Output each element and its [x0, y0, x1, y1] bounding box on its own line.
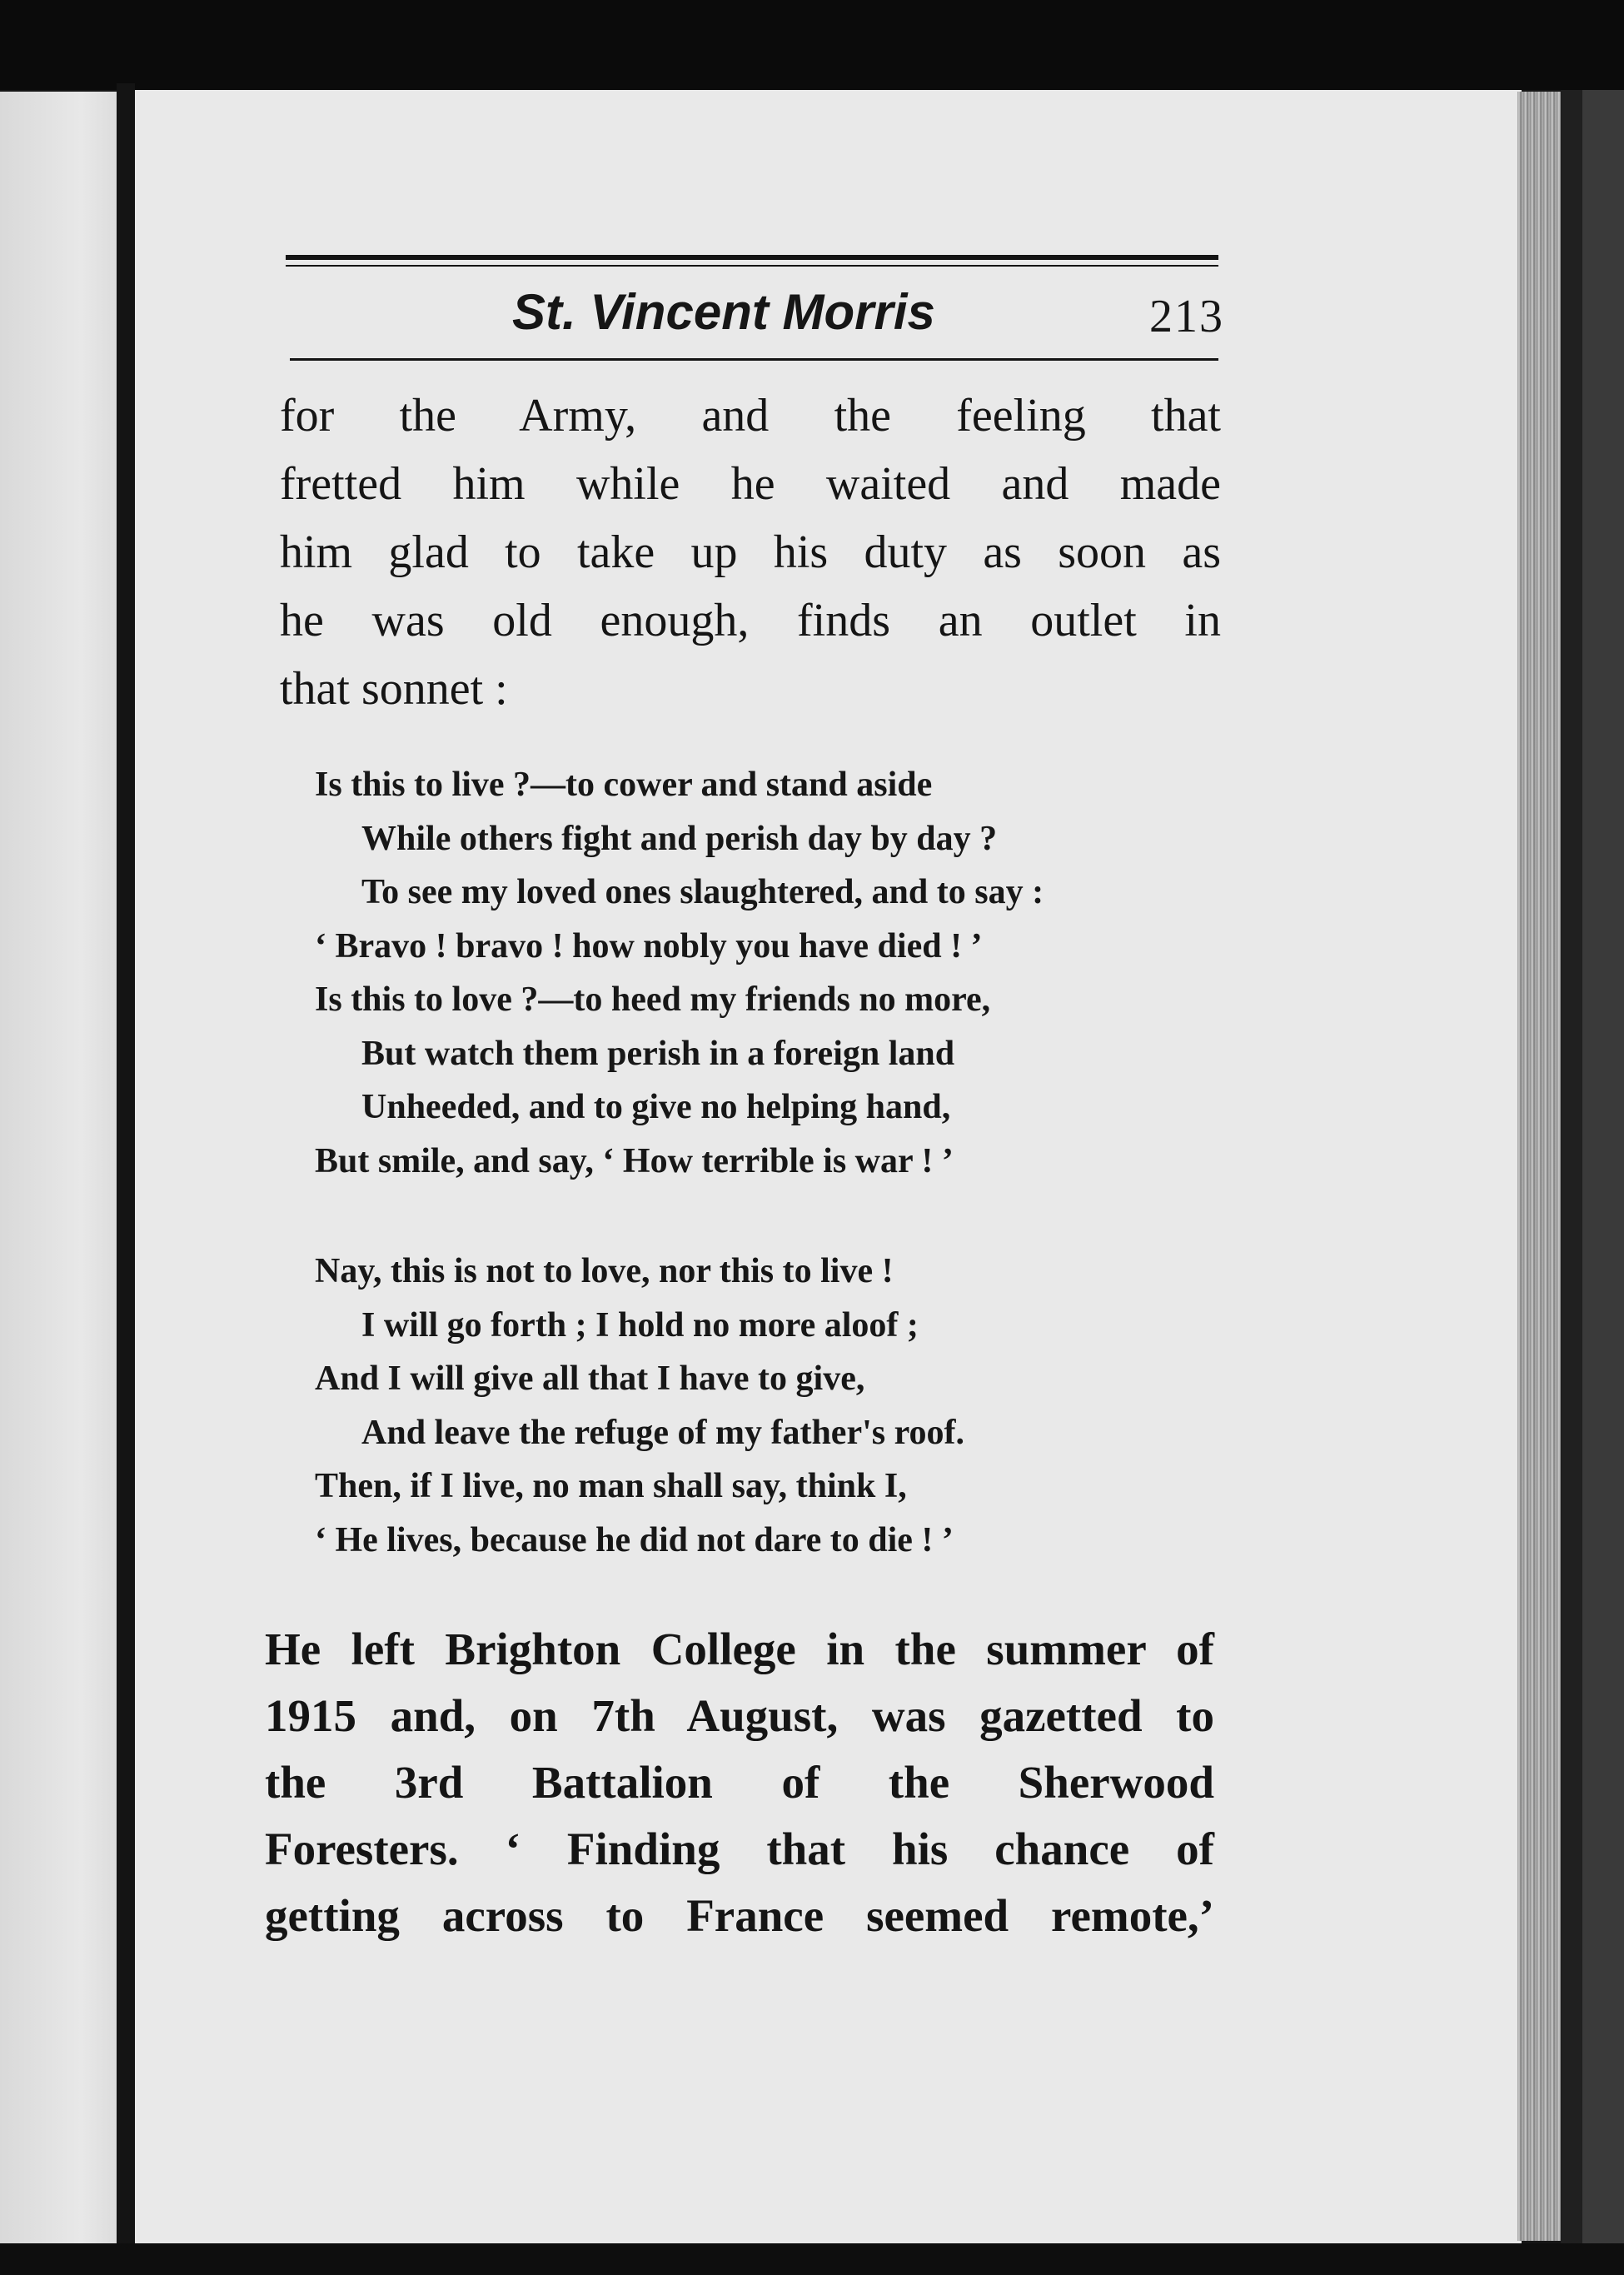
- gutter-shadow: [117, 83, 135, 2275]
- poem-line: But smile, and say, ‘ How terrible is war ! ’: [315, 1141, 954, 1180]
- text-line: that sonnet :: [280, 663, 508, 715]
- poem-line: But watch them perish in a foreign land: [361, 1034, 955, 1073]
- paragraph-opening: [280, 382, 1221, 723]
- poem-line: And leave the refuge of my father's roof.: [361, 1413, 964, 1452]
- facing-page-edge: [0, 92, 117, 2258]
- running-title: St. Vincent Morris: [512, 284, 935, 340]
- poem-line: Is this to live ?—to cower and stand aside: [315, 766, 933, 804]
- scan-bottom-border: [0, 2243, 1624, 2275]
- poem-line: I will go forth ; I hold no more aloof ;: [361, 1305, 919, 1345]
- text-line: for the Army, and the feeling that: [280, 390, 1221, 442]
- paragraph-closing: [265, 1616, 1214, 1949]
- text-line: Foresters. ‘ Finding that his chance of: [265, 1823, 1214, 1874]
- text-line: 1915 and, on 7th August, was gazetted to: [265, 1690, 1214, 1741]
- poem-line: ‘ Bravo ! bravo ! how nobly you have died ! ’: [315, 926, 983, 965]
- scan-top-border: [0, 0, 1624, 90]
- poem-line: Is this to love ?—to heed my friends no more,: [315, 980, 991, 1019]
- poem-line: ‘ He lives, because he did not dare to die ! ’: [315, 1520, 954, 1559]
- header-rule-thin: [286, 265, 1218, 267]
- poem-line: Unheeded, and to give no helping hand,: [361, 1088, 951, 1126]
- header-underline: [290, 358, 1218, 361]
- header-rule-thick: [286, 255, 1218, 260]
- poem-line: Nay, this is not to love, nor this to live !: [315, 1252, 894, 1290]
- poem-line: And I will give all that I have to give,: [315, 1360, 865, 1398]
- text-line: fretted him while he waited and made: [280, 458, 1221, 510]
- poem-line: To see my loved ones slaughtered, and to say :: [361, 873, 1044, 911]
- poem-line: Then, if I live, no man shall say, think I,: [315, 1467, 907, 1505]
- sonnet-stanza-1: [315, 758, 1044, 1188]
- poem-line: While others fight and perish day by day ?: [361, 819, 998, 858]
- page-stack-edge: [1517, 92, 1561, 2241]
- text-line: him glad to take up his duty as soon as: [280, 526, 1221, 578]
- book-cover-shadow: [1582, 90, 1624, 2275]
- page-number: 213: [1149, 291, 1224, 342]
- text-line: getting across to France seemed remote,’: [265, 1890, 1214, 1941]
- text-line: He left Brighton College in the summer of: [265, 1624, 1214, 1674]
- text-line: the 3rd Battalion of the Sherwood: [265, 1757, 1214, 1808]
- sonnet-stanza-2: [315, 1245, 964, 1567]
- text-line: he was old enough, finds an outlet in: [280, 595, 1221, 646]
